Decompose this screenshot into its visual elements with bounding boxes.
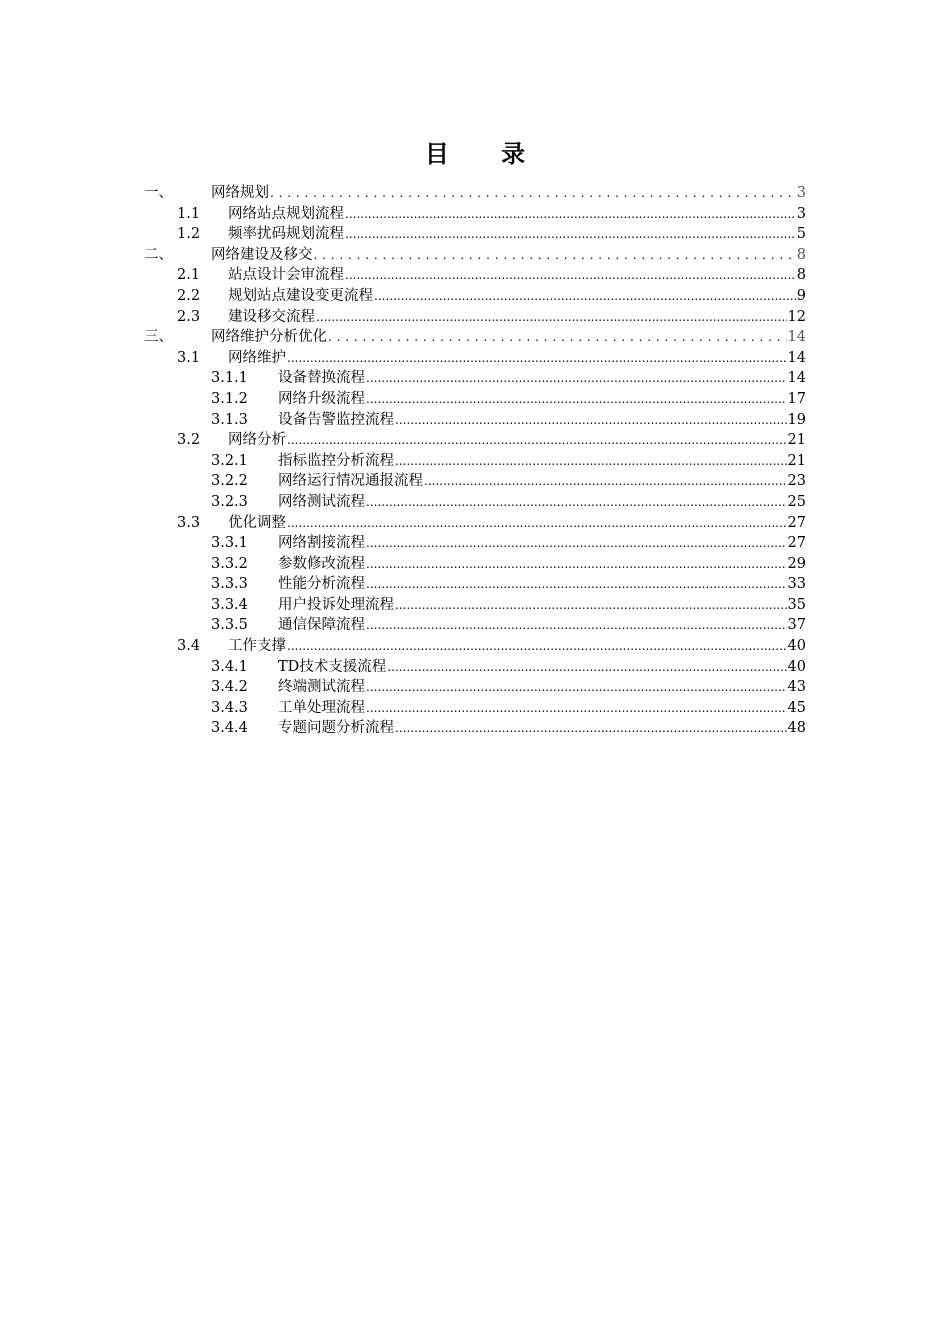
toc-dot-leader bbox=[366, 492, 787, 513]
toc-page-number: 37 bbox=[787, 617, 806, 634]
toc-dot-leader bbox=[366, 533, 787, 554]
toc-page-number: 3 bbox=[796, 185, 806, 201]
toc-entry-line bbox=[278, 492, 806, 513]
toc-dot-leader bbox=[287, 348, 787, 369]
toc-entry[interactable] bbox=[144, 265, 806, 286]
toc-entry[interactable] bbox=[144, 307, 806, 328]
toc-entry-label: 工作支撑 bbox=[228, 638, 286, 655]
toc-entry[interactable] bbox=[144, 410, 806, 431]
toc-entry-label: 网络规划 bbox=[211, 185, 269, 201]
toc-entry[interactable] bbox=[144, 183, 806, 204]
toc-entry-number: 3.4.2 bbox=[211, 679, 248, 696]
toc-page-number: 3 bbox=[796, 205, 806, 222]
toc-entry-line bbox=[278, 657, 806, 678]
toc-entry[interactable] bbox=[144, 636, 806, 657]
toc-entry-number: 2.3 bbox=[177, 308, 201, 325]
toc-entry-number: 3.2.1 bbox=[211, 452, 248, 469]
toc-entry-number: 3.1.1 bbox=[211, 370, 248, 387]
toc-entry-label: 频率扰码规划流程 bbox=[228, 226, 344, 243]
toc-entry-label: 网络站点规划流程 bbox=[228, 205, 344, 222]
toc-entry[interactable] bbox=[144, 430, 806, 451]
toc-dot-leader bbox=[366, 368, 787, 389]
toc-entry-line bbox=[278, 451, 806, 472]
toc-entry-line bbox=[211, 327, 806, 348]
toc-entry-label: 网络建设及移交 bbox=[211, 246, 313, 263]
toc-dot-leader bbox=[366, 698, 787, 719]
toc-entry-line bbox=[278, 389, 806, 410]
toc-entry-label: 专题问题分析流程 bbox=[278, 720, 394, 737]
toc-entry-number: 3.4.3 bbox=[211, 699, 248, 716]
toc-dot-leader bbox=[345, 224, 796, 245]
toc-dot-leader bbox=[395, 718, 787, 739]
toc-page-number: 8 bbox=[796, 246, 806, 263]
toc-entry-line bbox=[228, 265, 806, 286]
toc-page-number: 14 bbox=[787, 349, 806, 366]
toc-entry-line bbox=[228, 348, 806, 369]
toc-entry-number: 1.2 bbox=[177, 226, 201, 243]
toc-page-number: 35 bbox=[787, 596, 806, 613]
toc-page-number: 48 bbox=[787, 720, 806, 737]
toc-entry-line bbox=[228, 307, 806, 328]
toc-entry-number: 1.1 bbox=[177, 205, 201, 222]
toc-dot-leader bbox=[395, 410, 787, 431]
toc-dot-leader bbox=[395, 451, 787, 472]
toc-entry-number: 3.3 bbox=[177, 514, 201, 531]
toc-entry[interactable] bbox=[144, 718, 806, 739]
toc-entry[interactable] bbox=[144, 245, 806, 266]
toc-entry-number: 二、 bbox=[144, 246, 173, 263]
toc-dot-leader bbox=[395, 595, 787, 616]
toc-entry[interactable] bbox=[144, 677, 806, 698]
toc-entry-number: 3.3.1 bbox=[211, 535, 248, 552]
toc-page-number: 45 bbox=[787, 699, 806, 716]
toc-dot-leader bbox=[345, 204, 796, 225]
toc-entry-line bbox=[278, 410, 806, 431]
toc-entry-label: 网络维护 bbox=[228, 349, 286, 366]
toc-page-number: 43 bbox=[787, 679, 806, 696]
toc-dot-leader bbox=[387, 657, 786, 678]
toc-entry-label: 设备替换流程 bbox=[278, 370, 365, 387]
toc-dot-leader bbox=[287, 636, 787, 657]
toc-entry-line bbox=[278, 718, 806, 739]
toc-entry-label: 网络分析 bbox=[228, 432, 286, 449]
toc-page-number: 14 bbox=[787, 370, 806, 387]
toc-dot-leader bbox=[366, 615, 787, 636]
toc-page-number: 25 bbox=[787, 493, 806, 510]
toc-dot-leader bbox=[374, 286, 796, 307]
toc-entry-line bbox=[211, 245, 806, 266]
toc-entry[interactable] bbox=[144, 574, 806, 595]
toc-entry[interactable] bbox=[144, 533, 806, 554]
toc-entry-number: 2.2 bbox=[177, 287, 201, 304]
toc-dot-leader bbox=[314, 245, 796, 266]
toc-page-number: 40 bbox=[787, 638, 806, 655]
toc-dot-leader bbox=[270, 183, 796, 204]
toc-entry-number: 3.3.5 bbox=[211, 617, 248, 634]
toc-entry[interactable] bbox=[144, 451, 806, 472]
toc-dot-leader bbox=[345, 265, 796, 286]
toc-entry-label: 网络升级流程 bbox=[278, 390, 365, 407]
toc-page-number: 14 bbox=[787, 329, 806, 346]
toc-entry-number: 3.2 bbox=[177, 432, 201, 449]
toc-entry-line bbox=[228, 204, 806, 225]
toc-entry[interactable] bbox=[144, 615, 806, 636]
toc-page-number: 5 bbox=[796, 226, 806, 243]
toc-entry[interactable] bbox=[144, 492, 806, 513]
toc-entry-label: 通信保障流程 bbox=[278, 617, 365, 634]
toc-entry-number: 三、 bbox=[144, 329, 173, 346]
toc-dot-leader bbox=[366, 389, 787, 410]
toc-entry[interactable] bbox=[144, 348, 806, 369]
toc-entry[interactable] bbox=[144, 471, 806, 492]
toc-page-number: 8 bbox=[796, 267, 806, 284]
toc-entry-label: 站点设计会审流程 bbox=[228, 267, 344, 284]
toc-entry-line bbox=[228, 636, 806, 657]
toc-dot-leader bbox=[287, 430, 787, 451]
toc-entry-number: 一、 bbox=[144, 185, 173, 201]
toc-entry-number: 2.1 bbox=[177, 267, 201, 284]
toc-entry-line bbox=[278, 615, 806, 636]
toc-page-number: 29 bbox=[787, 555, 806, 572]
toc-entry-line bbox=[278, 677, 806, 698]
toc-entry-line bbox=[278, 471, 806, 492]
toc-entry[interactable] bbox=[144, 224, 806, 245]
toc-entry[interactable] bbox=[144, 657, 806, 678]
toc-entry-number: 3.3.4 bbox=[211, 596, 248, 613]
toc-entry-number: 3.3.3 bbox=[211, 576, 248, 593]
toc-dot-leader bbox=[366, 677, 787, 698]
toc-page-number: 21 bbox=[787, 452, 806, 469]
toc-entry-number: 3.1 bbox=[177, 349, 201, 366]
toc-entry-number: 3.4.1 bbox=[211, 658, 248, 675]
toc-page-number: 23 bbox=[787, 473, 806, 490]
toc-entry-label: 性能分析流程 bbox=[278, 576, 365, 593]
toc-page-number: 17 bbox=[787, 390, 806, 407]
toc-entry-line bbox=[278, 554, 806, 575]
toc-entry[interactable] bbox=[144, 698, 806, 719]
toc-entry-line bbox=[278, 574, 806, 595]
toc-entry-label: 用户投诉处理流程 bbox=[278, 596, 394, 613]
toc-entry-label: 网络运行情况通报流程 bbox=[278, 473, 423, 490]
toc-entry[interactable] bbox=[144, 327, 806, 348]
toc-page-number: 27 bbox=[787, 514, 806, 531]
toc-entry-label: 指标监控分析流程 bbox=[278, 452, 394, 469]
toc-entry-label: 终端测试流程 bbox=[278, 679, 365, 696]
toc-entry-label: TD技术支援流程 bbox=[278, 658, 387, 675]
toc-dot-leader bbox=[366, 554, 787, 575]
toc-entry[interactable] bbox=[144, 389, 806, 410]
toc-page-number: 21 bbox=[787, 432, 806, 449]
toc-page-number: 40 bbox=[787, 658, 806, 675]
toc-entry[interactable] bbox=[144, 204, 806, 225]
toc-entry-number: 3.4.4 bbox=[211, 720, 248, 737]
toc-dot-leader bbox=[366, 574, 787, 595]
toc-entry-number: 3.1.3 bbox=[211, 411, 248, 428]
toc-entry-line bbox=[278, 698, 806, 719]
toc-page-number: 19 bbox=[787, 411, 806, 428]
toc-entry-label: 参数修改流程 bbox=[278, 555, 365, 572]
page-title: 目 录 bbox=[424, 140, 548, 168]
toc-dot-leader bbox=[424, 471, 787, 492]
toc-entry-line bbox=[278, 368, 806, 389]
toc-entry-line bbox=[228, 430, 806, 451]
toc-entry-number: 3.4 bbox=[177, 638, 201, 655]
toc-entry-label: 网络维护分析优化 bbox=[211, 329, 327, 346]
toc-entry-line bbox=[278, 595, 806, 616]
toc-dot-leader bbox=[287, 513, 787, 534]
toc-entry[interactable] bbox=[144, 368, 806, 389]
toc-entry-line bbox=[228, 286, 806, 307]
toc-page-number: 12 bbox=[787, 308, 806, 325]
toc-page-number: 27 bbox=[787, 535, 806, 552]
toc-entry-number: 3.2.3 bbox=[211, 493, 248, 510]
toc-entry-label: 工单处理流程 bbox=[278, 699, 365, 716]
toc-entry[interactable] bbox=[144, 286, 806, 307]
toc-entry-label: 设备告警监控流程 bbox=[278, 411, 394, 428]
toc-entry-label: 网络割接流程 bbox=[278, 535, 365, 552]
toc-entry-number: 3.2.2 bbox=[211, 473, 248, 490]
toc-entry-line bbox=[228, 224, 806, 245]
toc-entry-number: 3.1.2 bbox=[211, 390, 248, 407]
toc-page-number: 9 bbox=[796, 287, 806, 304]
toc-page-number: 33 bbox=[787, 576, 806, 593]
toc-dot-leader bbox=[316, 307, 787, 328]
toc-entry-line bbox=[278, 533, 806, 554]
toc-entry-number: 3.3.2 bbox=[211, 555, 248, 572]
table-of-contents bbox=[144, 183, 806, 739]
toc-entry[interactable] bbox=[144, 554, 806, 575]
toc-entry[interactable] bbox=[144, 513, 806, 534]
toc-entry-line bbox=[228, 513, 806, 534]
toc-dot-leader bbox=[328, 327, 787, 348]
toc-entry-label: 规划站点建设变更流程 bbox=[228, 287, 373, 304]
toc-entry[interactable] bbox=[144, 595, 806, 616]
toc-entry-label: 优化调整 bbox=[228, 514, 286, 531]
toc-entry-label: 建设移交流程 bbox=[228, 308, 315, 325]
toc-entry-line bbox=[211, 183, 806, 204]
toc-entry-label: 网络测试流程 bbox=[278, 493, 365, 510]
